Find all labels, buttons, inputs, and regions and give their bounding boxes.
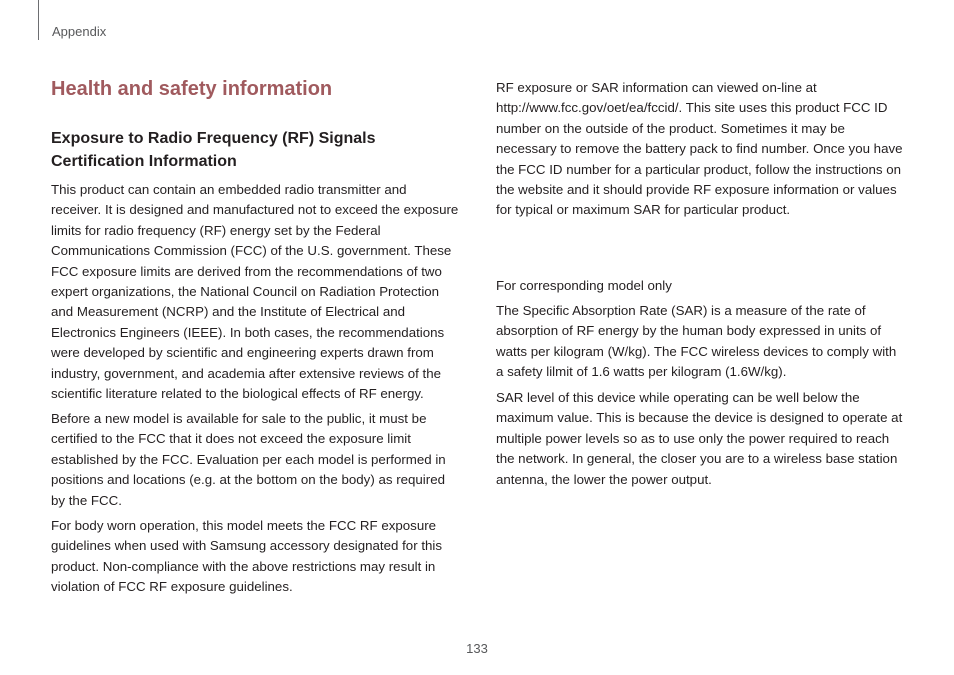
rf-certification-heading: Exposure to Radio Frequency (RF) Signals Certification Information <box>51 130 376 170</box>
margin-rule <box>38 0 39 40</box>
fcc-certification-paragraph: Before a new model is available for sale to the public, it must be certified to the FCC that it does not exceed the exposure limit established by the FCC. Evaluation per each model is performed in positions and locations (e.g. at the bottom on the body) as required by the FCC. <box>51 411 446 508</box>
rf-transmitter-paragraph: This product can contain an embedded radio transmitter and receiver. It is designed and manufactured not to exceed the exposure limits for radio frequency (RF) energy set by the Federal Communications Commission (FCC) of the U.S. government. These FCC exposure limits are derived from the recommendations of two expert organizations, the National Council on Radiation Protection and Measurement (NCRP) and the Institute of Electrical and Electronics Engineers (IEEE). In both cases, the recommendations were developed by scientific and engineering experts drawn from industry, government, and academia after extensive reviews of the scientific literature related to the biological effects of RF energy. <box>51 182 459 402</box>
page-title: Health and safety information <box>51 78 333 100</box>
sar-online-info-paragraph: RF exposure or SAR information can viewed on-line at http://www.fcc.gov/oet/ea/fccid/. This site uses this product FCC ID number on the outside of the product. Sometimes it may be necessary to remove the battery pack to find number. Once you have the FCC ID number for a particular product, follow the instructions on the website and it should provide RF exposure information or values for typical or maximum SAR for particular product. <box>496 80 903 218</box>
model-note: For corresponding model only <box>496 278 672 293</box>
body-worn-paragraph: For body worn operation, this model meets the FCC RF exposure guidelines when used with Samsung accessory designated for this product. Non-compliance with the above restrictions may result in violation of FCC RF exposure guidelines. <box>51 518 443 595</box>
sar-level-paragraph: SAR level of this device while operating can be well below the maximum value. This is because the device is designed to operate at multiple power levels so as to use only the power required to reach the network. In general, the closer you are to a wireless base station antenna, the lower the power output. <box>496 390 903 487</box>
section-label: Appendix <box>52 24 107 39</box>
sar-definition-paragraph: The Specific Absorption Rate (SAR) is a measure of the rate of absorption of RF energy by the human body expressed in units of watts per kilogram (W/kg). The FCC wireless devices to comply with a safety lilmit of 1.6 watts per kilogram (1.6W/kg). <box>496 303 897 380</box>
page-number: 133 <box>466 641 488 656</box>
